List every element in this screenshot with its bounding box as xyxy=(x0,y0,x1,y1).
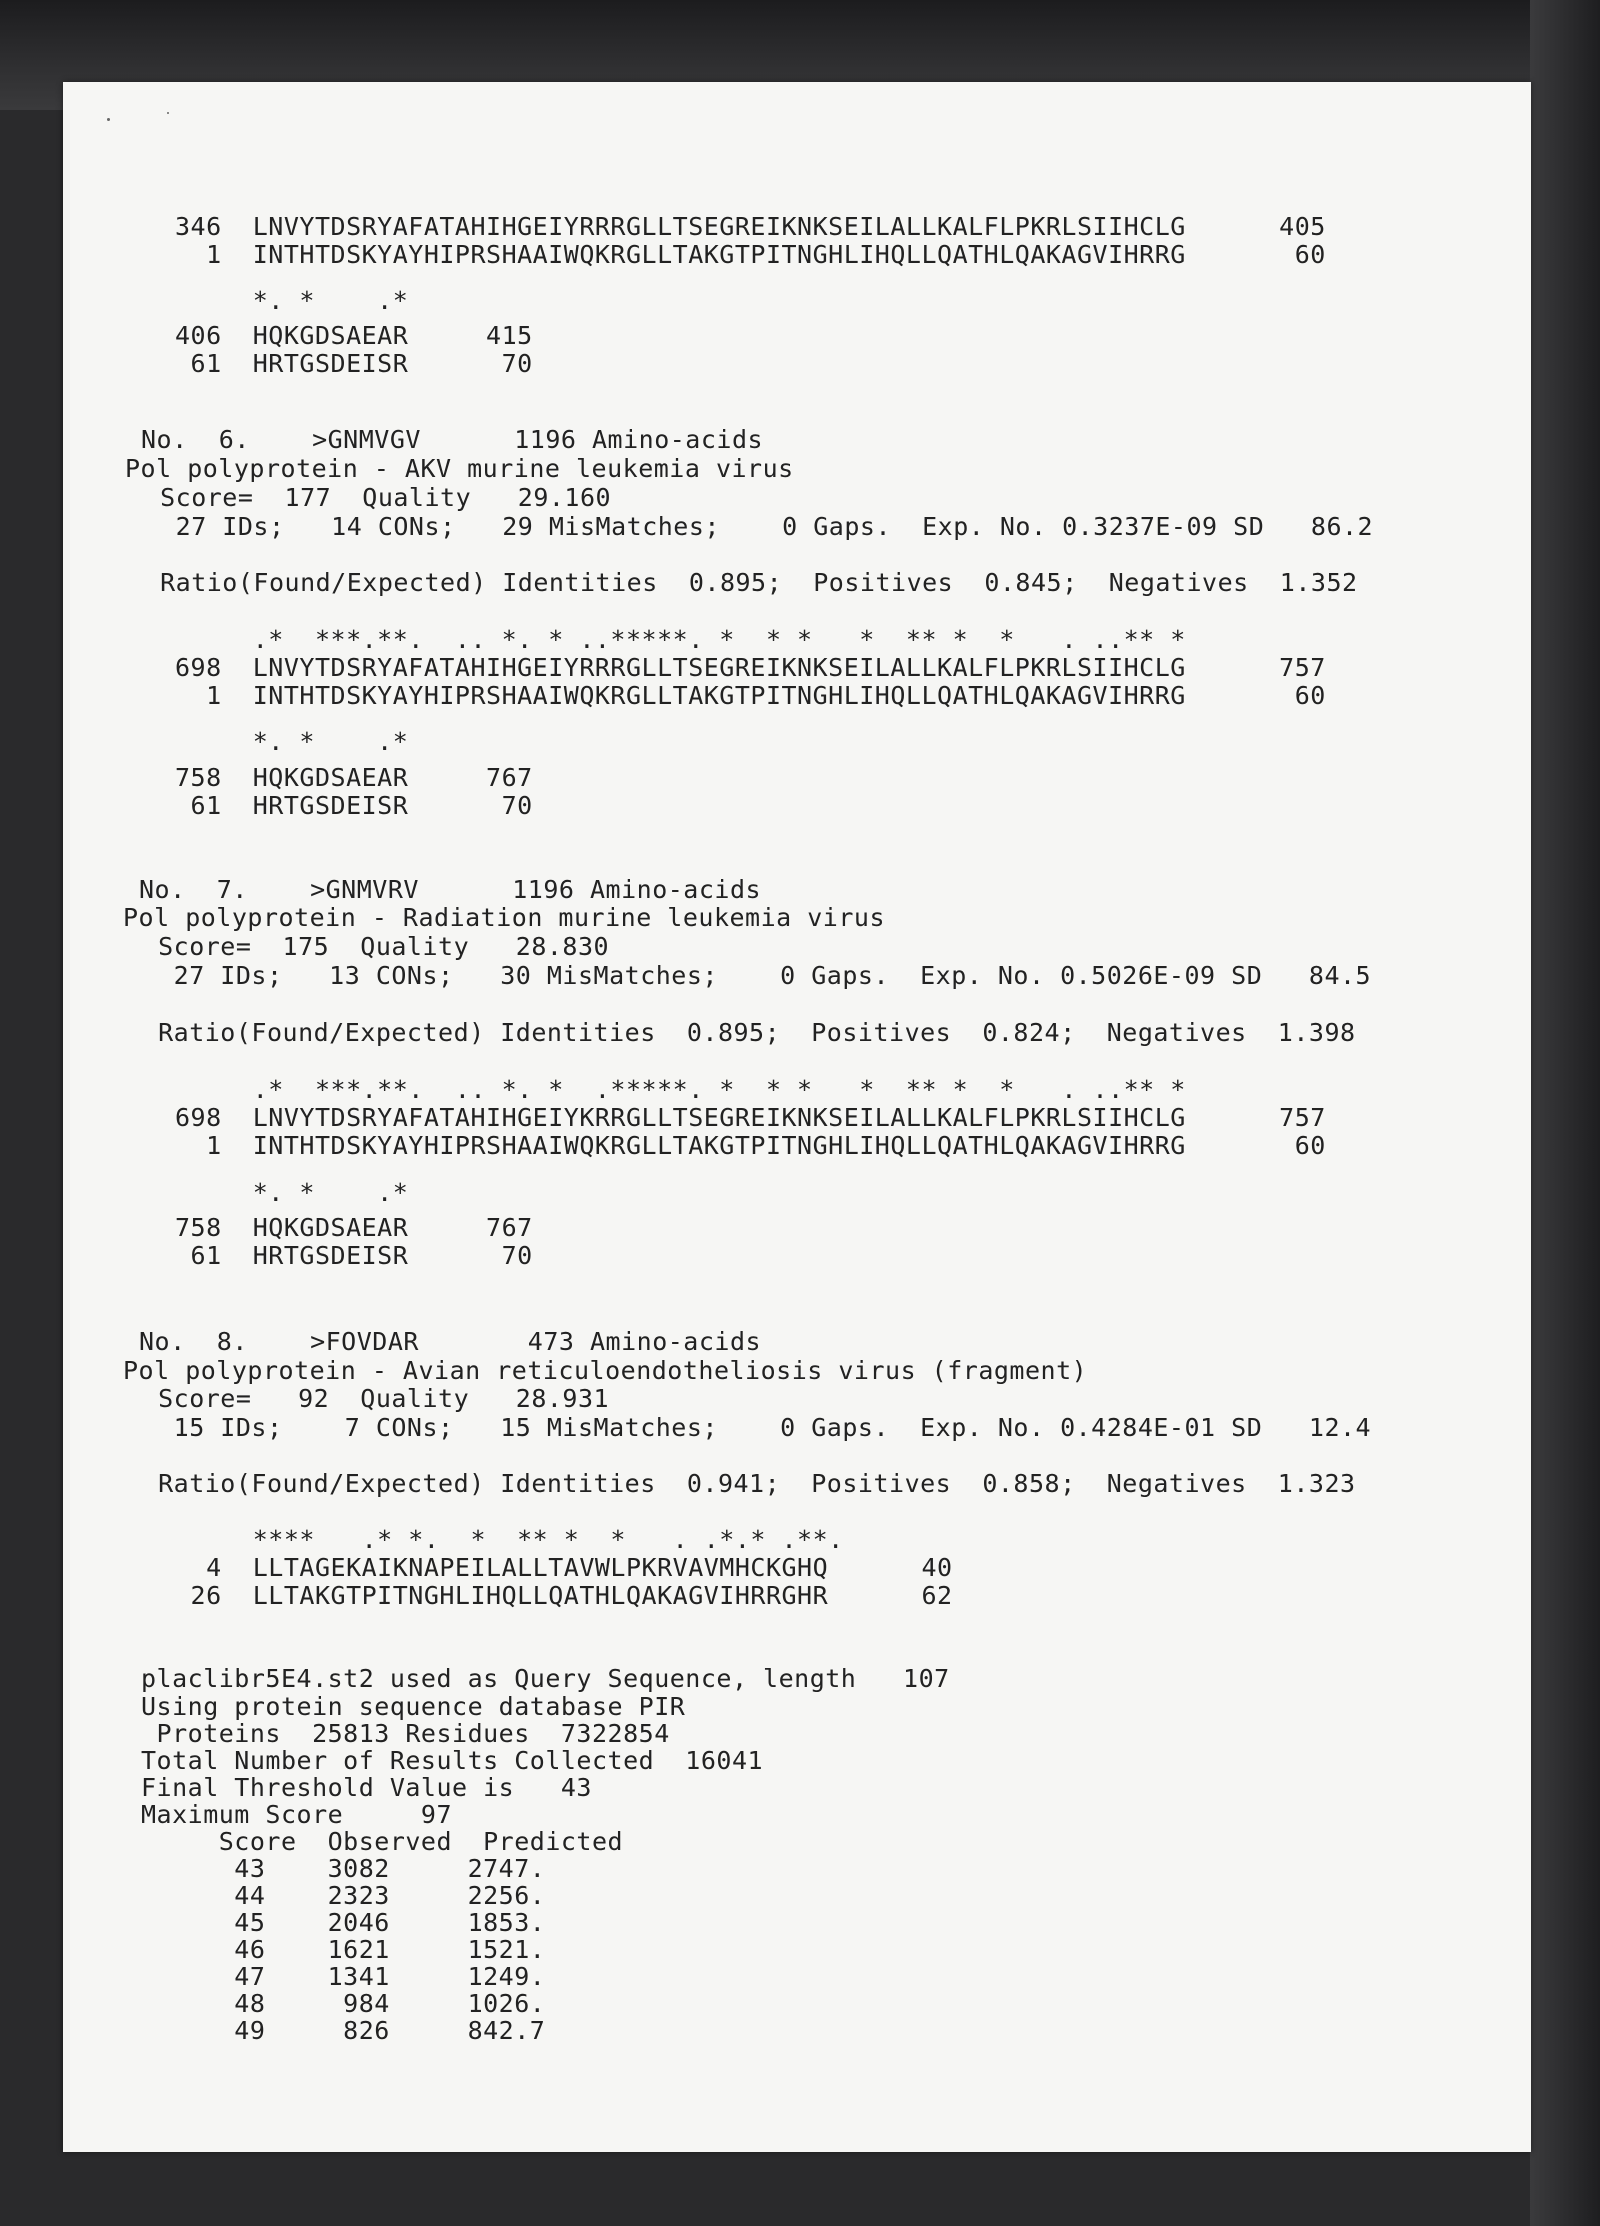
alignment-line: 698 LNVYTDSRYAFATAHIHGEIYRRRGLLTSEGREIKNKSEILALLKALFLPKRLSIIHCLG 757 xyxy=(175,653,1326,682)
score-table-row: 46 1621 1521. xyxy=(141,1935,546,1964)
score-line: Score= 175 Quality 28.830 xyxy=(127,932,610,961)
alignment-line: 61 HRTGSDEISR 70 xyxy=(175,791,533,820)
result-description: Pol polyprotein - Radiation murine leukemia virus xyxy=(123,903,886,932)
speck-mark xyxy=(107,118,110,121)
result-description: Pol polyprotein - AKV murine leukemia virus xyxy=(125,454,794,483)
summary-line: Proteins 25813 Residues 7322854 xyxy=(141,1719,670,1748)
match-markers: *. * .* xyxy=(175,727,409,756)
printout-page xyxy=(63,82,1531,2152)
match-markers: *. * .* xyxy=(175,286,409,315)
alignment-line: 758 HQKGDSAEAR 767 xyxy=(175,1213,533,1242)
alignment-line: 1 INTHTDSKYAYHIPRSHAAIWQKRGLLTAKGTPITNGHLIHQLLQATHLQAKAGVIHRRG 60 xyxy=(175,681,1326,710)
score-table-row: 49 826 842.7 xyxy=(141,2016,546,2045)
alignment-line: 61 HRTGSDEISR 70 xyxy=(175,1241,533,1270)
score-line: Score= 92 Quality 28.931 xyxy=(127,1384,610,1413)
summary-line: placlibr5E4.st2 used as Query Sequence, length 107 xyxy=(141,1664,950,1693)
alignment-line: 758 HQKGDSAEAR 767 xyxy=(175,763,533,792)
score-table-row: 43 3082 2747. xyxy=(141,1854,546,1883)
score-table-header: Score Observed Predicted xyxy=(141,1827,624,1856)
score-line: Score= 177 Quality 29.160 xyxy=(129,483,612,512)
summary-line: Using protein sequence database PIR xyxy=(141,1692,686,1721)
score-table-row: 47 1341 1249. xyxy=(141,1962,546,1991)
alignment-line: 4 LLTAGEKAIKNAPEILALLTAVWLPKRVAVMHCKGHQ 40 xyxy=(175,1553,953,1582)
match-markers: *. * .* xyxy=(175,1178,409,1207)
alignment-line: 698 LNVYTDSRYAFATAHIHGEIYKRRGLLTSEGREIKNKSEILALLKALFLPKRLSIIHCLG 757 xyxy=(175,1103,1326,1132)
ratio-line: Ratio(Found/Expected) Identities 0.895; Positives 0.845; Negatives 1.352 xyxy=(129,568,1358,597)
stats-line: 27 IDs; 13 CONs; 30 MisMatches; 0 Gaps. Exp. No. 0.5026E-09 SD 84.5 xyxy=(127,961,1372,990)
result-header: No. 7. >GNMVRV 1196 Amino-acids xyxy=(139,875,762,904)
score-table-row: 45 2046 1853. xyxy=(141,1908,546,1937)
alignment-line: 346 LNVYTDSRYAFATAHIHGEIYRRRGLLTSEGREIKNKSEILALLKALFLPKRLSIIHCLG 405 xyxy=(175,212,1326,241)
result-header: No. 6. >GNMVGV 1196 Amino-acids xyxy=(141,425,764,454)
alignment-line: 61 HRTGSDEISR 70 xyxy=(175,349,533,378)
score-table-row: 48 984 1026. xyxy=(141,1989,546,2018)
alignment-line: 26 LLTAKGTPITNGHLIHQLLQATHLQAKAGVIHRRGHR 62 xyxy=(175,1581,953,1610)
match-markers: .* ***.**. .. *. * .*****. * * * * ** * * . ..** * xyxy=(175,1075,1186,1104)
summary-line: Total Number of Results Collected 16041 xyxy=(141,1746,764,1775)
speck-mark xyxy=(167,112,169,114)
alignment-line: 1 INTHTDSKYAYHIPRSHAAIWQKRGLLTAKGTPITNGHLIHQLLQATHLQAKAGVIHRRG 60 xyxy=(175,1131,1326,1160)
summary-line: Maximum Score 97 xyxy=(141,1800,453,1829)
result-header: No. 8. >FOVDAR 473 Amino-acids xyxy=(139,1327,762,1356)
ratio-line: Ratio(Found/Expected) Identities 0.941; Positives 0.858; Negatives 1.323 xyxy=(127,1469,1356,1498)
alignment-line: 1 INTHTDSKYAYHIPRSHAAIWQKRGLLTAKGTPITNGHLIHQLLQATHLQAKAGVIHRRG 60 xyxy=(175,240,1326,269)
result-description: Pol polyprotein - Avian reticuloendotheliosis virus (fragment) xyxy=(123,1356,1088,1385)
ratio-line: Ratio(Found/Expected) Identities 0.895; Positives 0.824; Negatives 1.398 xyxy=(127,1018,1356,1047)
background-right xyxy=(1530,0,1600,2226)
match-markers: **** .* *. * ** * * . .*.* .**. xyxy=(175,1525,844,1554)
match-markers: .* ***.**. .. *. * ..*****. * * * * ** * * . ..** * xyxy=(175,625,1186,654)
stats-line: 15 IDs; 7 CONs; 15 MisMatches; 0 Gaps. Exp. No. 0.4284E-01 SD 12.4 xyxy=(127,1413,1372,1442)
score-table-row: 44 2323 2256. xyxy=(141,1881,546,1910)
stats-line: 27 IDs; 14 CONs; 29 MisMatches; 0 Gaps. Exp. No. 0.3237E-09 SD 86.2 xyxy=(129,512,1374,541)
alignment-line: 406 HQKGDSAEAR 415 xyxy=(175,321,533,350)
summary-line: Final Threshold Value is 43 xyxy=(141,1773,592,1802)
